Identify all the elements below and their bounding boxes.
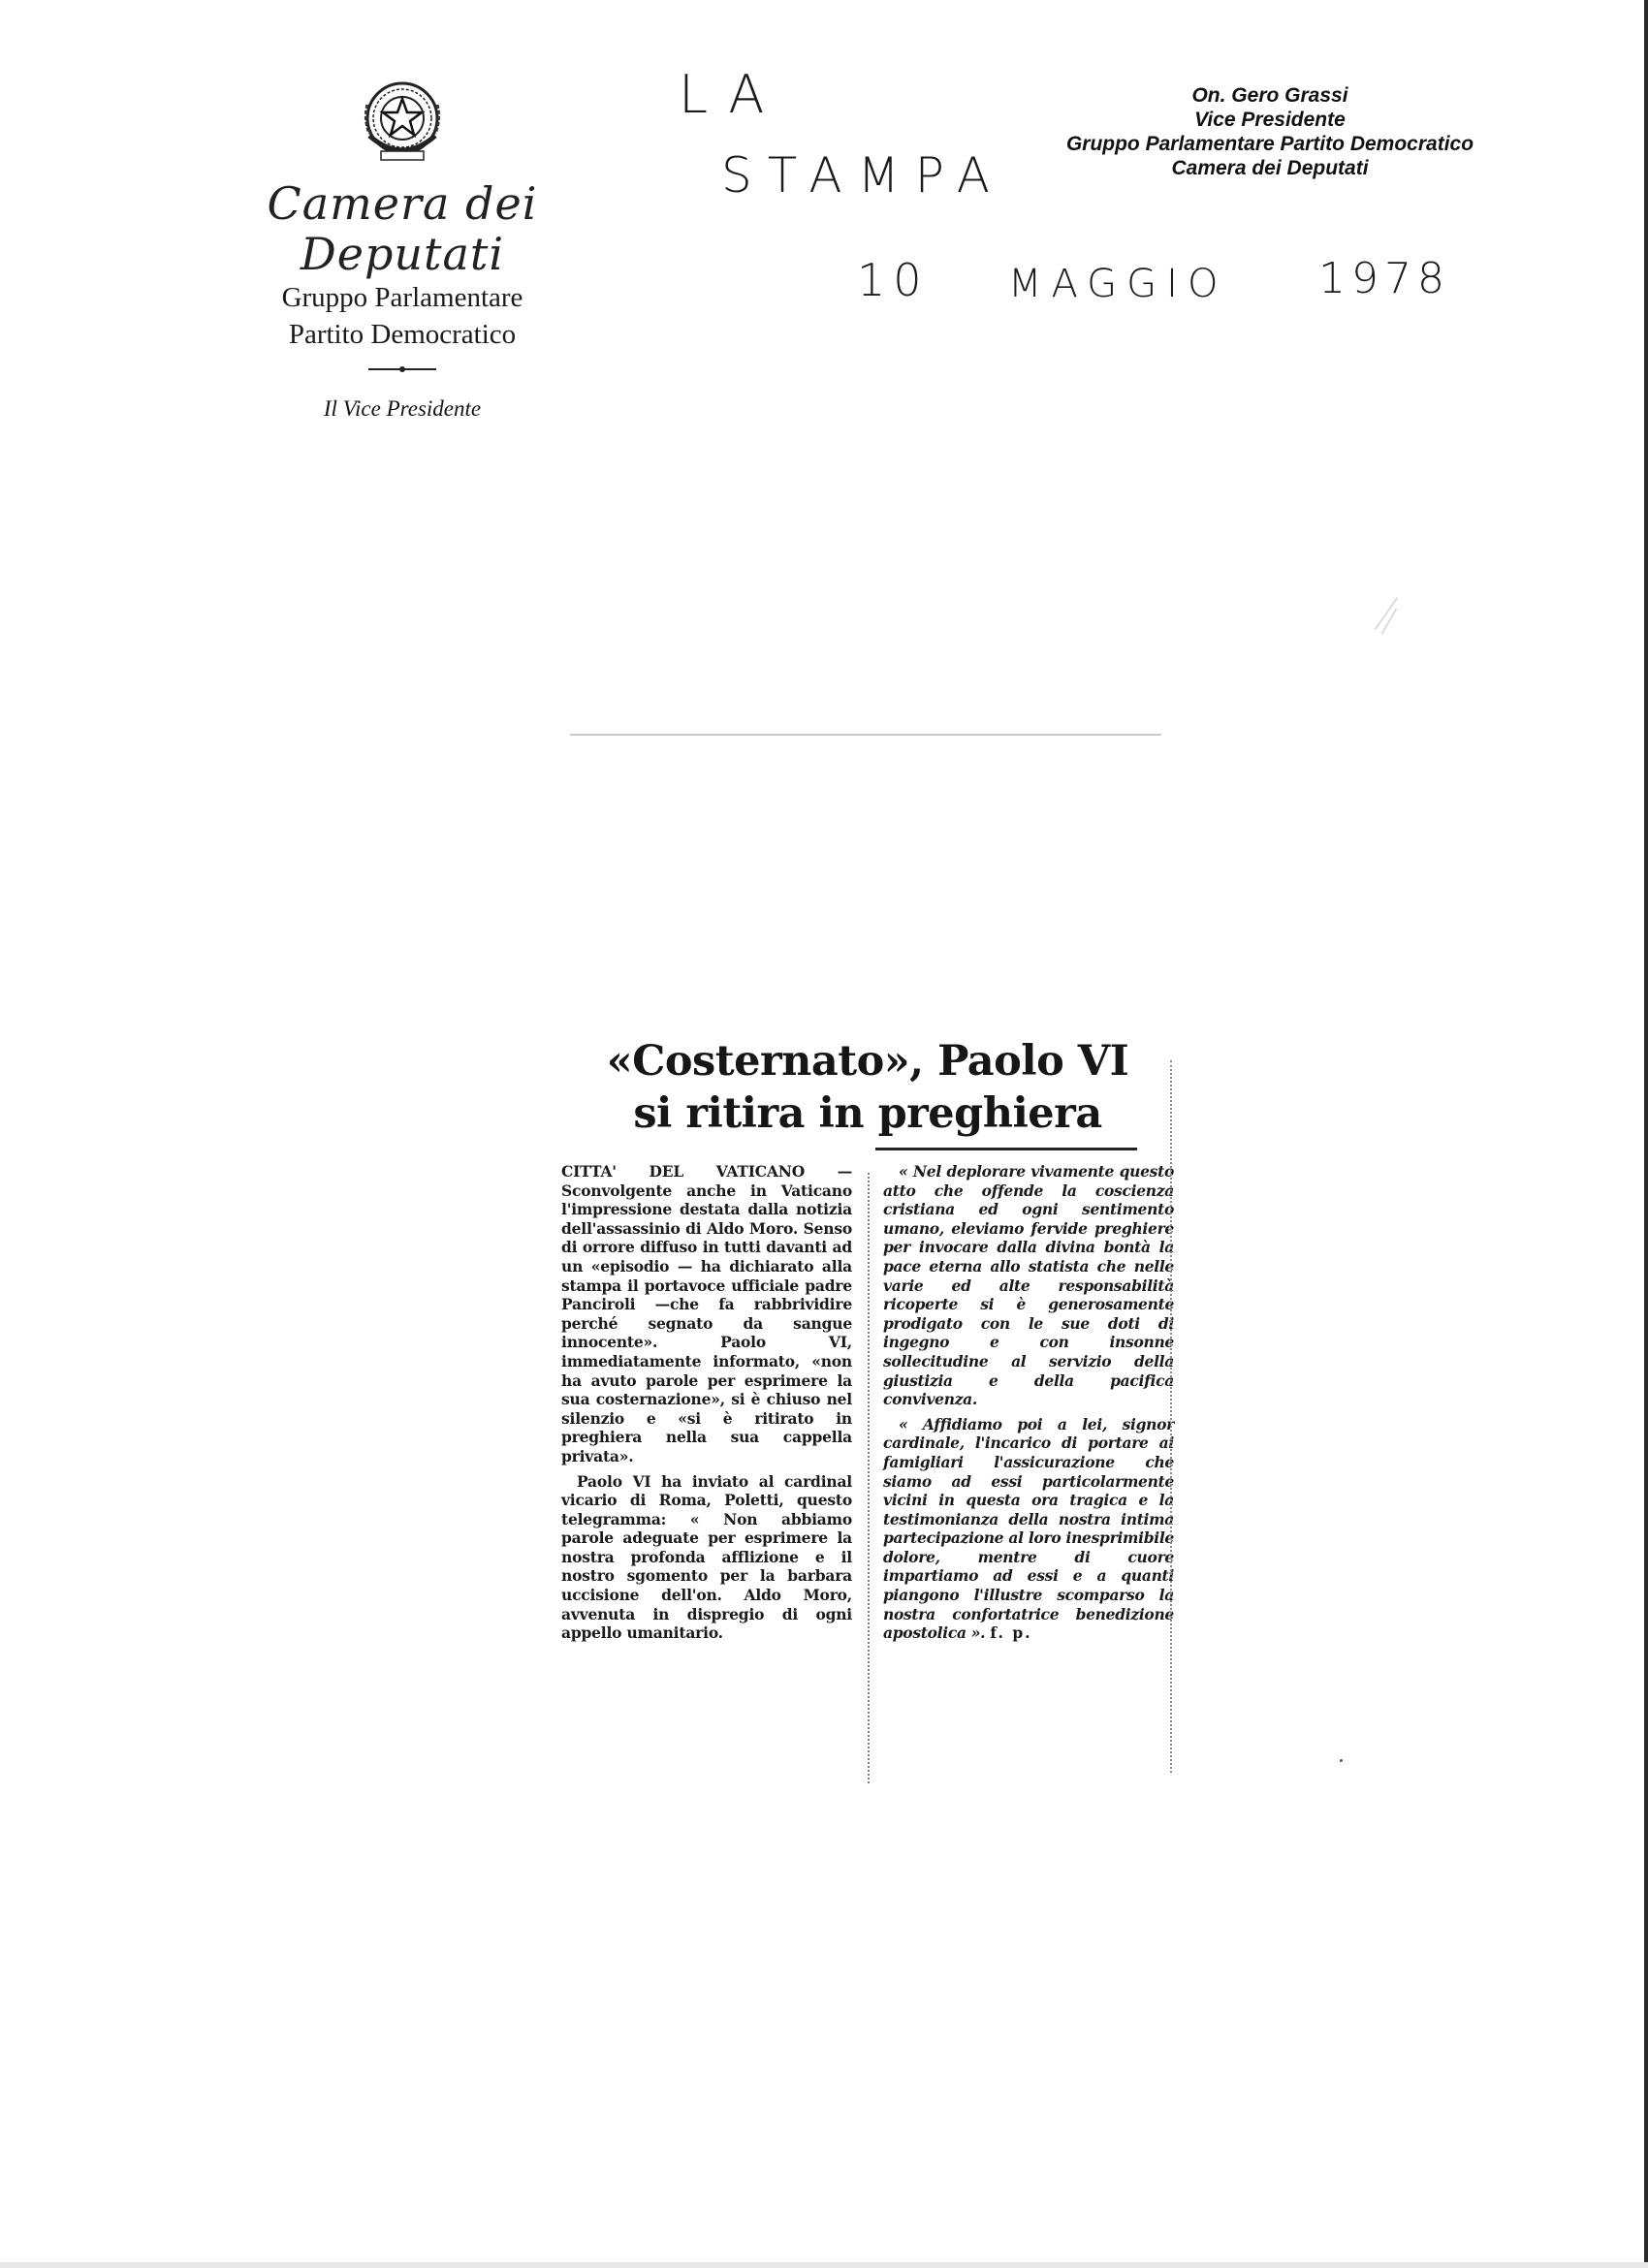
article-paragraph (883, 1415, 1174, 1643)
italian-republic-emblem-icon (358, 76, 447, 169)
handwritten-newspaper-line2: STAMPA (721, 147, 1005, 204)
chamber-name: Camera dei Deputati (267, 177, 538, 280)
scan-edge (1644, 0, 1648, 2268)
headline-rule (875, 1148, 1137, 1150)
scan-mark (1381, 609, 1398, 635)
article-paragraph: « Nel deplorare vivamente questo atto che offende la coscienza cristiana ed ogni sentimento umano, eleviamo fervide preghiere per invocare dalla divina bontà la pace eterna allo statista che nelle varie ed alte responsabilità ricoperte si è generosamente prodigato con le sue doti di ingegno e con insonne sollecitudine al servizio della giustizia e della pacifica convivenza. (883, 1162, 1174, 1409)
article-paragraph: Paolo VI ha inviato al cardinal vicario di Roma, Poletti, questo telegramma: « Non abbiamo parole adeguate per esprimere la nostra profonda afflizione e il nostro sgomento per la barbara uccisione dell'on. Aldo Moro, avvenuta in dispregio di ogni appello umanitario. (561, 1471, 852, 1643)
mp-header (1028, 83, 1512, 180)
column-divider (868, 1173, 871, 1783)
newspaper-clipping (557, 1035, 1178, 1649)
group-line-2: Partito Democratico (288, 319, 517, 350)
article-paragraph: CITTA' DEL VATICANO — Sconvolgente anche in Vaticano l'impressione destata dalla notizia dell'assassinio di Aldo Moro. Senso di orrore diffuso in tutti davanti ad un «episodio — ha dichiarato alla stampa il portavoce ufficiale padre Panciroli —che fa rabbrividire perché segnato da sangue innocente». Paolo VI, immediatamente informato, «non ha avuto parole per esprimere la sua costernazione», si è chiuso nel silenzio e «si è ritirato in preghiera nella sua cappella privata». (561, 1162, 852, 1465)
mp-title: Vice Presidente (1194, 109, 1346, 131)
scan-edge-bottom (0, 2262, 1648, 2268)
letterhead (174, 76, 630, 423)
mp-name: On. Gero Grassi (1191, 84, 1348, 107)
headline-line-2: si ritira in preghiera (633, 1089, 1102, 1138)
clipping-edge-rule (1170, 1060, 1173, 1773)
group-line-1: Gruppo Parlamentare (281, 282, 523, 313)
mp-group: Gruppo Parlamentare Partito Democratico (1065, 133, 1474, 155)
article-paragraph-text: « Affidiamo poi a lei, signor cardinale, l'incarico di portare ai famigliari l'assicurazione che siamo ad essi particolarmente vicini in questa ora tragica e la testimonianza della nostra intima partecipazione al loro inesprimibile dolore, mentre di cuore impartiamo ad essi e a quanti piangono l'illustre scomparso la nostra confortatrice benedizione apostolica ». (883, 1414, 1174, 1643)
letterhead-role: Il Vice Presidente (323, 396, 482, 421)
article-column-2 (883, 1162, 1174, 1649)
letterhead-divider (368, 368, 436, 370)
handwritten-newspaper-line1: LA (679, 64, 784, 125)
scan-speck (1340, 1759, 1343, 1762)
article-signature: f. p. (990, 1623, 1032, 1643)
handwritten-date-month: MAGGIO (1008, 262, 1228, 306)
mp-chamber: Camera dei Deputati (1171, 157, 1369, 179)
headline-line-1: «Costernato», Paolo VI (606, 1037, 1129, 1086)
handwritten-date-year: 1978 (1318, 254, 1450, 303)
handwritten-date-day: 10 (857, 254, 930, 306)
clipping-top-edge (570, 734, 1161, 736)
article-column-1 (561, 1162, 852, 1649)
headline (557, 1035, 1178, 1140)
